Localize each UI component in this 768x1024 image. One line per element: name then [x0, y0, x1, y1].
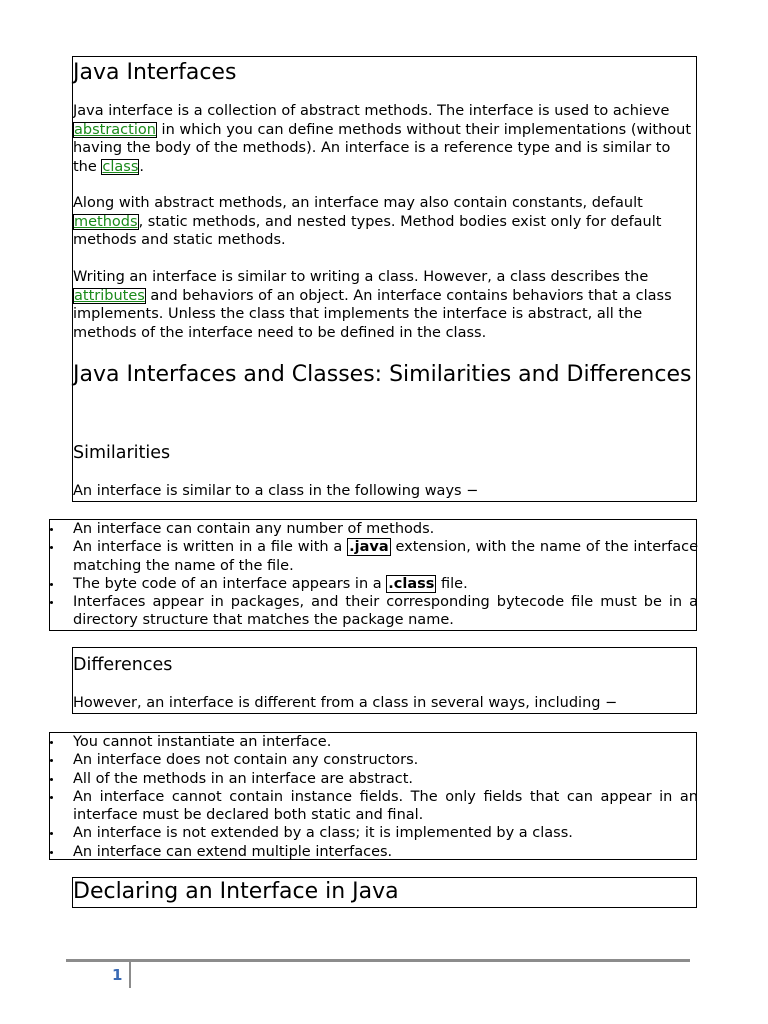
constants-paragraph	[73, 194, 698, 250]
methods-link[interactable]: methods	[74, 213, 138, 230]
page-number-divider	[129, 962, 131, 988]
intro-text-2: in which you can define methods without their implementations (without having the body of the methods). An interface is a reference type and is similar to the	[73, 121, 692, 175]
list-item: An interface can extend multiple interfaces.	[50, 843, 698, 861]
java-extension-code: .java	[349, 539, 389, 556]
intro-section	[72, 56, 697, 502]
similarities-list-box	[49, 519, 697, 631]
declaring-heading: Declaring an Interface in Java	[73, 879, 399, 904]
differences-list	[50, 733, 698, 861]
list-item-text: extension, with the name of the interface matching the name of the file.	[73, 539, 698, 574]
list-item-text: An interface is written in a file with a	[73, 539, 348, 556]
list-item	[50, 538, 698, 575]
footer-divider	[66, 959, 690, 962]
differences-list-box	[49, 732, 697, 860]
declaring-section	[72, 877, 697, 908]
constants-text-1: Along with abstract methods, an interface may also contain constants, default	[73, 195, 643, 211]
list-item: You cannot instantiate an interface.	[50, 733, 698, 751]
abstraction-link[interactable]: abstraction	[74, 121, 156, 138]
list-item: An interface cannot contain instance fields. The only fields that can appear in an interface must be declared both static and final.	[50, 788, 698, 825]
differences-intro: However, an interface is different from a class in several ways, including −	[73, 695, 618, 711]
attributes-link[interactable]: attributes	[74, 287, 145, 304]
similarities-differences-heading: Java Interfaces and Classes: Similarities and Differences	[73, 362, 692, 387]
list-item: All of the methods in an interface are abstract.	[50, 770, 698, 788]
intro-paragraph	[73, 102, 698, 176]
list-item-text: The byte code of an interface appears in a	[73, 575, 387, 592]
intro-text-1: Java interface is a collection of abstract methods. The interface is used to achieve	[73, 103, 670, 119]
class-extension-code: .class	[388, 575, 435, 592]
similarities-list	[50, 520, 698, 630]
writing-text-2: and behaviors of an object. An interface contains behaviors that a class implements. Unless the class that implements the interface is abstract, all the methods of the interface need to be defined in the class.	[73, 287, 672, 341]
page-number: 1	[112, 966, 123, 984]
class-link[interactable]: class	[102, 158, 139, 175]
similarities-intro: An interface is similar to a class in the following ways −	[73, 483, 479, 499]
intro-text-3: .	[139, 158, 145, 175]
list-item: An interface does not contain any constructors.	[50, 751, 698, 769]
writing-paragraph	[73, 268, 698, 342]
differences-section	[72, 647, 697, 714]
list-item: Interfaces appear in packages, and their corresponding bytecode file must be in a directory structure that matches the package name.	[50, 593, 698, 630]
list-item	[50, 575, 698, 593]
list-item: An interface can contain any number of methods.	[50, 520, 698, 538]
constants-text-2: , static methods, and nested types. Method bodies exist only for default methods and static methods.	[73, 213, 662, 248]
page-title: Java Interfaces	[73, 60, 237, 85]
similarities-heading: Similarities	[73, 443, 171, 463]
writing-text-1: Writing an interface is similar to writing a class. However, a class describes the	[73, 269, 649, 285]
differences-heading: Differences	[73, 655, 173, 675]
list-item: An interface is not extended by a class; it is implemented by a class.	[50, 824, 698, 842]
list-item-text: file.	[436, 575, 468, 592]
